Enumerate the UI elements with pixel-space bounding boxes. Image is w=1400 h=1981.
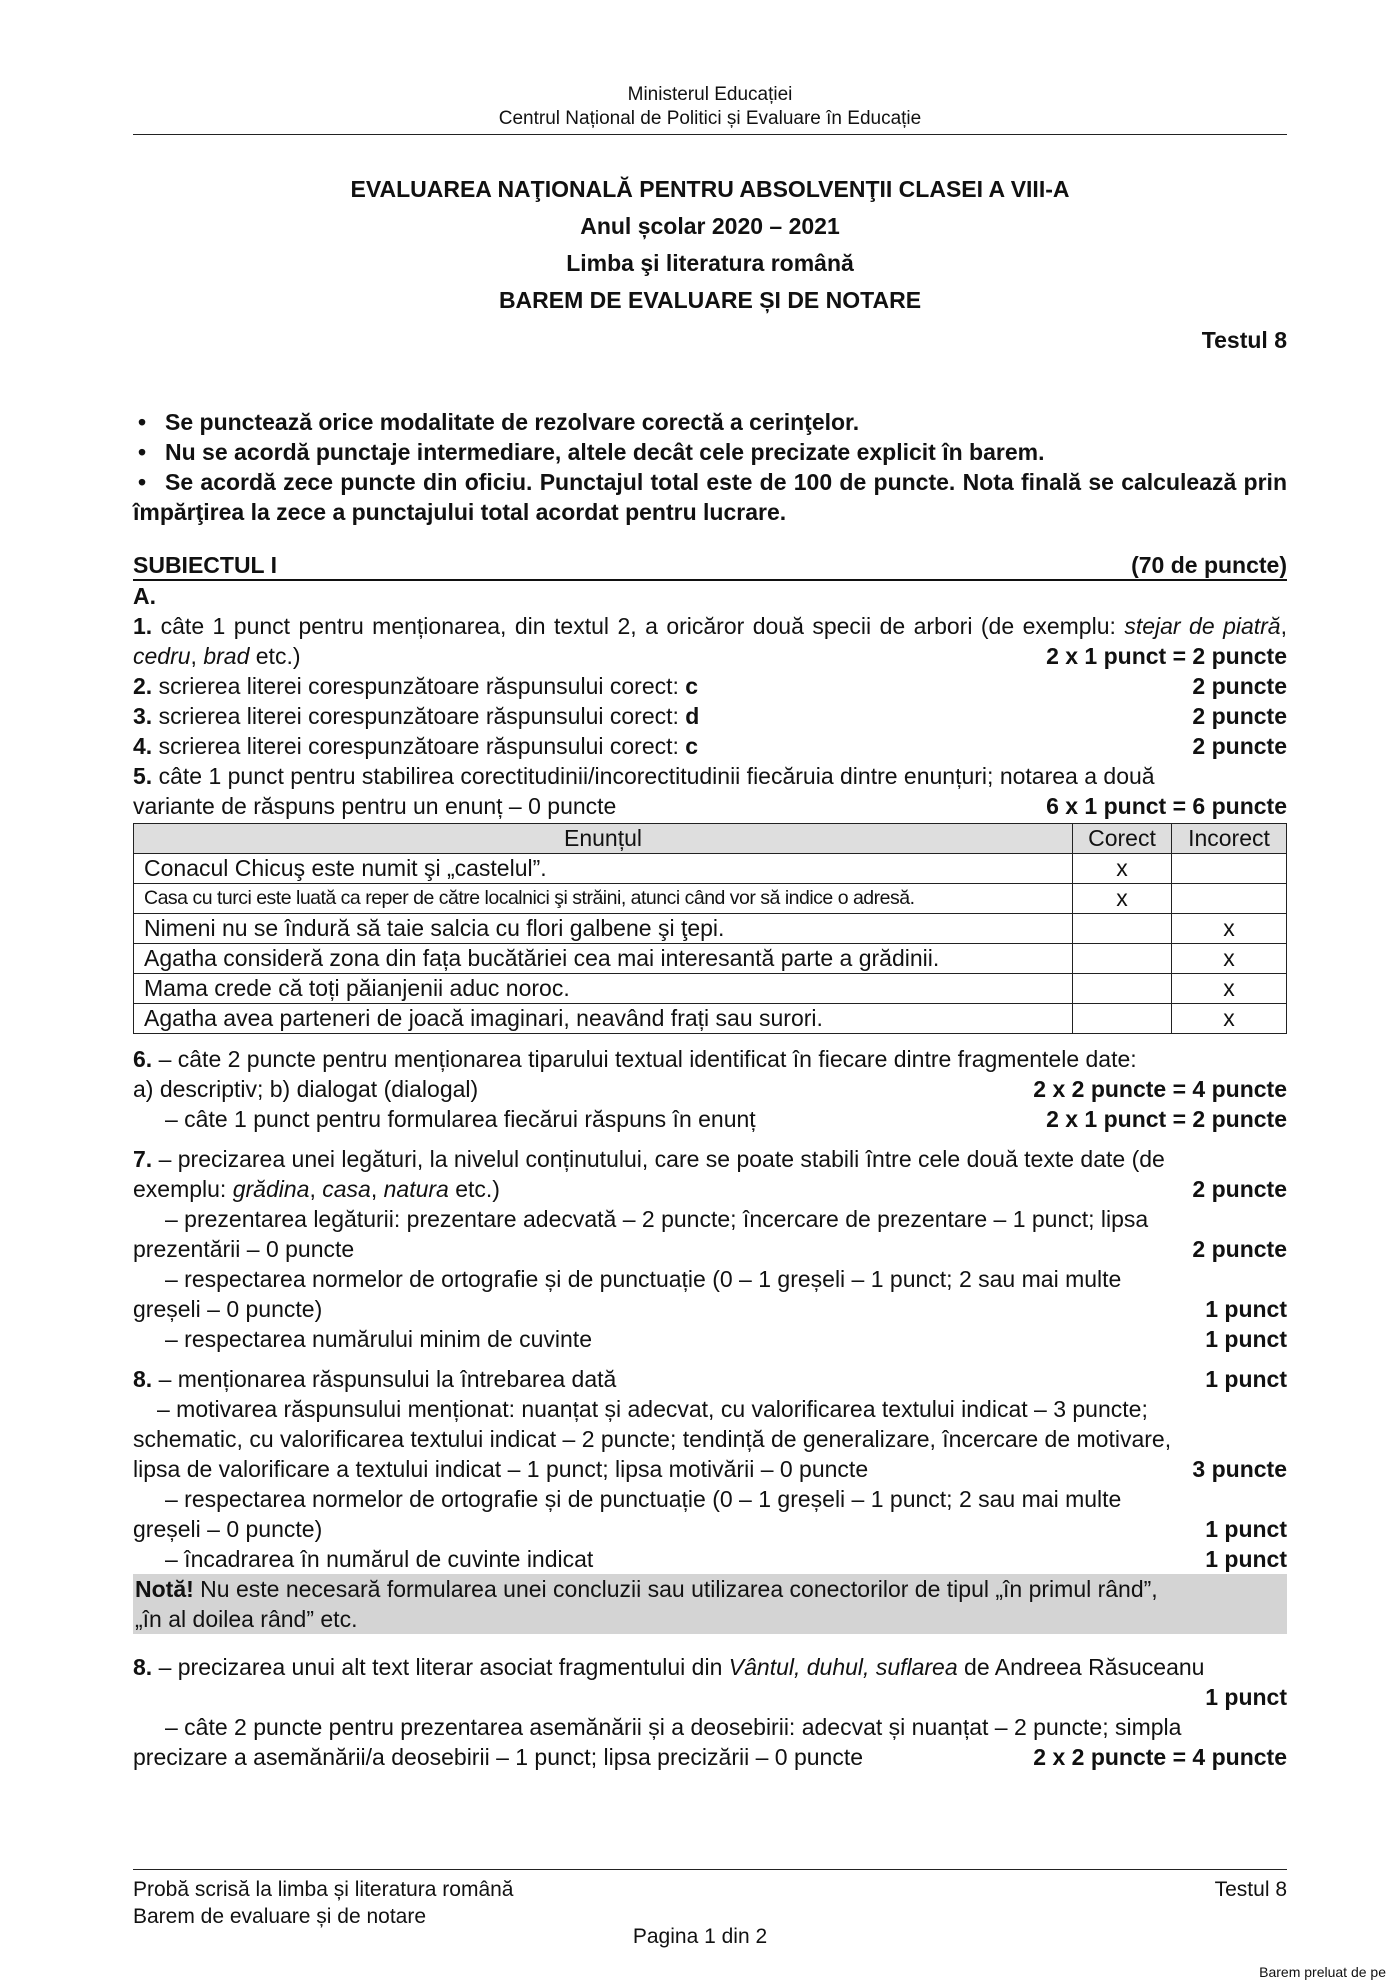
score: 1 punct	[1205, 1516, 1287, 1542]
table-row	[134, 1004, 1287, 1034]
statements-table	[133, 823, 1287, 1034]
score: 2 puncte	[1192, 673, 1287, 699]
subject-heading	[133, 551, 1287, 581]
bullet-icon: •	[138, 439, 147, 465]
correct-cell	[1073, 974, 1172, 1004]
page-number: Pagina 1 din 2	[632, 1925, 768, 1948]
statement-cell: Agatha avea parteneri de joacă imaginari, neavând frați sau surori.	[134, 1004, 1073, 1034]
item-2: 2. scrierea literei corespunzătoare răspunsului corect: c 2 puncte	[133, 673, 1287, 699]
score: 1 punct	[1205, 1684, 1287, 1710]
score: 1 punct	[1205, 1366, 1287, 1392]
item-5-cont: variante de răspuns pentru un enunț – 0 puncte 6 x 1 punct = 6 puncte	[133, 793, 1287, 819]
rule-item: • Se acordă zece puncte din oficiu. Punctajul total este de 100 de puncte. Nota finală se calculează prin împărţirea la zece a punctajului total acordat pentru lucrare.	[133, 469, 1287, 525]
footer-barem: Barem de evaluare și de notare	[133, 1905, 427, 1928]
item-8-alt: 8. – precizarea unui alt text literar asociat fragmentului din Vântul, duhul, suflarea de Andreea Răsuceanu 1 punct – câte 2 puncte pentru prezentarea asemănării și a deosebirii: adecvat și nuanțat – 2 puncte; simpla precizare a asemănării/a deosebirii – 1 punct; lipsa precizării – 0 puncte 2 x 2 puncte = 4 puncte	[133, 1654, 1287, 1770]
item-6: 6. – câte 2 puncte pentru menționarea tiparului textual identificat în fiecare dintre fragmentele date: a) descriptiv; b) dialogat (dialogal) 2 x 2 puncte = 4 puncte – câte 1 punct pentru formularea fiecărui răspuns în enunț 2 x 1 punct = 2 puncte	[133, 1046, 1287, 1132]
col-header: Enunțul	[134, 824, 1073, 854]
source-note: Barem preluat de pe	[1259, 1964, 1386, 1980]
correct-cell: x	[1073, 884, 1172, 914]
correct-cell	[1073, 1004, 1172, 1034]
score: 2 x 1 punct = 2 puncte	[1046, 1106, 1287, 1132]
footer-exam: Probă scrisă la limba și literatura română	[133, 1878, 514, 1901]
statement-cell: Nimeni nu se îndură să taie salcia cu flori galbene şi ţepi.	[134, 914, 1073, 944]
correct-cell	[1073, 914, 1172, 944]
incorrect-cell	[1172, 884, 1287, 914]
col-header: Corect	[1073, 824, 1172, 854]
document-titles	[133, 171, 1287, 319]
section-label: A.	[133, 583, 156, 609]
correct-cell: x	[1073, 854, 1172, 884]
literary-title: Vântul, duhul, suflarea	[728, 1654, 958, 1680]
center-name: Centrul Național de Politici și Evaluare în Educație	[498, 108, 922, 129]
incorrect-cell: x	[1172, 944, 1287, 974]
rule-item: • Nu se acordă punctaje intermediare, altele decât cele precizate explicit în barem.	[138, 439, 1045, 465]
subject-title: SUBIECTUL I	[133, 552, 277, 578]
score: 2 puncte	[1192, 1176, 1287, 1202]
score: 1 punct	[1205, 1296, 1287, 1322]
item-4: 4. scrierea literei corespunzătoare răspunsului corect: c 2 puncte	[133, 733, 1287, 759]
table-row	[134, 974, 1287, 1004]
statement-cell: Conacul Chicuş este numit şi „castelul”.	[134, 854, 1073, 884]
item-7: 7. – precizarea unei legături, la nivelul conținutului, care se poate stabili între cele două texte date (de exemplu: grădina, casa, natura etc.) 2 puncte – prezentarea legăturii: prezentare adecvată – 2 puncte; încercare de prezentare – 1 punct; lipsa prezentării – 0 puncte 2 puncte – respectarea normelor de ortografie și de punctuație (0 – 1 greșeli – 1 punct; 2 sau mai multe greșeli – 0 puncte) 1 punct – respectarea numărului minim de cuvinte 1 punct	[133, 1146, 1287, 1352]
barem-title: BAREM DE EVALUARE ȘI DE NOTARE	[498, 287, 922, 313]
incorrect-cell: x	[1172, 1004, 1287, 1034]
general-rules	[133, 407, 1287, 527]
incorrect-cell	[1172, 854, 1287, 884]
item-8: 8. – menționarea răspunsului la întrebarea dată 1 punct – motivarea răspunsului menționat: nuanțat și adecvat, cu valorificarea textului indicat – 3 puncte; schematic, cu valorificarea textului indicat – 2 puncte; tendință de generalizare, încercare de motivare, lipsa de valorificare a textului indicat – 1 punct; lipsa motivării – 0 puncte 3 puncte – respectarea normelor de ortografie și de punctuație (0 – 1 greșeli – 1 punct; 2 sau mai multe greșeli – 0 puncte) 1 punct – încadrarea în numărul de cuvinte indicat 1 punct Notă! Nu este necesară formularea unei concluzii sau utilizarea conectorilor de tipul „în primul rând”, „în al doilea rând” etc.	[133, 1366, 1287, 1632]
score: 2 x 2 puncte = 4 puncte	[1033, 1744, 1287, 1770]
page	[133, 0, 1287, 1772]
table-row	[134, 944, 1287, 974]
ministry-name: Ministerul Educației	[627, 84, 793, 105]
incorrect-cell: x	[1172, 914, 1287, 944]
page-footer	[133, 1869, 1287, 1930]
score: 1 punct	[1205, 1326, 1287, 1352]
incorrect-cell: x	[1172, 974, 1287, 1004]
statement-cell: Casa cu turci este luată ca reper de către localnici şi străini, atunci când vor să indice o adresă.	[134, 884, 1073, 914]
subject-points: (70 de puncte)	[1131, 552, 1287, 578]
bullet-icon: •	[138, 469, 147, 495]
rule-item: • Se punctează orice modalitate de rezolvare corectă a cerinţelor.	[138, 409, 860, 435]
note-label: Notă!	[135, 1576, 194, 1602]
test-number: Testul 8	[1201, 327, 1287, 353]
statement-cell: Agatha consideră zona din fața bucătăriei cea mai interesantă parte a grădinii.	[134, 944, 1073, 974]
table-row	[134, 914, 1287, 944]
table-row	[134, 884, 1287, 914]
subject-name: Limba şi literatura română	[566, 250, 854, 276]
item-5: 5. câte 1 punct pentru stabilirea corectitudinii/incorectitudinii fiecăruia dintre enunțuri; notarea a două	[133, 763, 1155, 789]
score: 2 puncte	[1192, 703, 1287, 729]
item-1: 1. câte 1 punct pentru menționarea, din textul 2, a oricăror două specii de arbori (de exemplu: stejar de piatră, cedru, brad etc.) 2 x 1 punct = 2 puncte	[133, 613, 1287, 669]
score: 1 punct	[1205, 1546, 1287, 1572]
exam-title: EVALUAREA NAŢIONALĂ PENTRU ABSOLVENŢII CLASEI A VIII-A	[350, 176, 1070, 202]
page-header	[133, 0, 1287, 135]
bullet-icon: •	[138, 409, 147, 435]
score: 2 x 1 punct = 2 puncte	[1046, 643, 1287, 669]
item-3: 3. scrierea literei corespunzătoare răspunsului corect: d 2 puncte	[133, 703, 1287, 729]
score: 3 puncte	[1192, 1456, 1287, 1482]
table-header-row	[134, 824, 1287, 854]
score: 2 puncte	[1192, 1236, 1287, 1262]
score: 6 x 1 punct = 6 puncte	[1046, 793, 1287, 819]
table-row	[134, 854, 1287, 884]
footer-test: Testul 8	[1214, 1878, 1287, 1901]
school-year: Anul școlar 2020 – 2021	[580, 213, 840, 239]
score: 2 puncte	[1192, 733, 1287, 759]
statement-cell: Mama crede că toți păianjenii aduc noroc.	[134, 974, 1073, 1004]
correct-cell	[1073, 944, 1172, 974]
note-box: Notă! Nu este necesară formularea unei concluzii sau utilizarea conectorilor de tipul „în primul rând”, „în al doilea rând” etc.	[133, 1574, 1287, 1634]
col-header: Incorect	[1172, 824, 1287, 854]
score: 2 x 2 puncte = 4 puncte	[1033, 1076, 1287, 1102]
